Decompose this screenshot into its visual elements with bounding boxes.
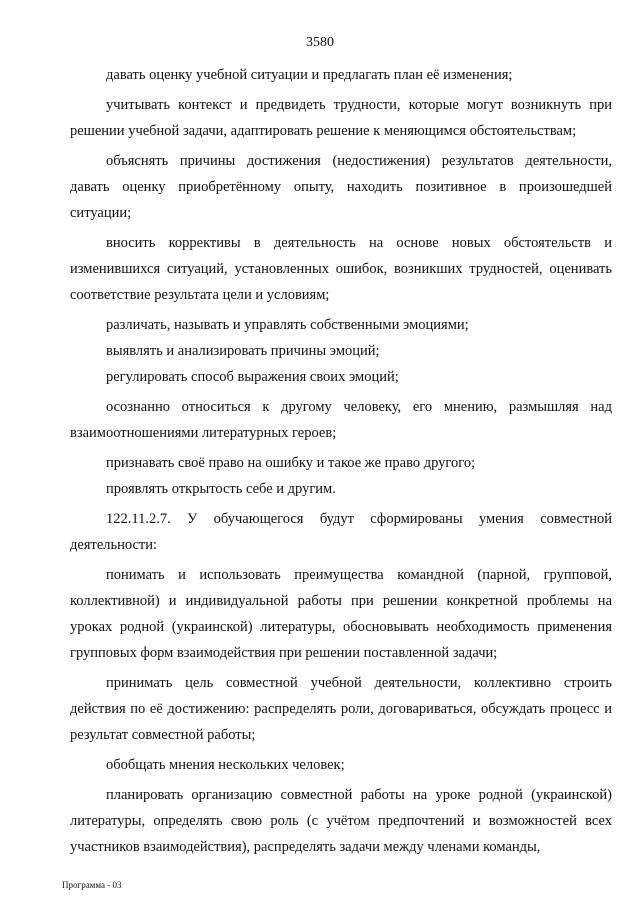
paragraph: выявлять и анализировать причины эмоций;	[106, 343, 380, 359]
paragraph: различать, называть и управлять собственными эмоциями;	[106, 317, 469, 333]
paragraph: учитывать контекст и предвидеть трудности, которые могут возникнуть при решении учебной задачи, адаптировать решение к меняющимся обстоятельствам;	[70, 97, 612, 139]
paragraph: понимать и использовать преимущества командной (парной, групповой, коллективной) и индивидуальной работы при решении конкретной проблемы на уроках родной (украинской) литературы, обосновывать необходимость применения групповых форм взаимодействия при решении поставленной задачи;	[70, 567, 612, 661]
footer-label: Программа - 03	[62, 880, 122, 890]
paragraph: проявлять открытость себе и другим.	[106, 481, 336, 497]
page-number: 3580	[306, 35, 334, 50]
section-heading-paragraph: 122.11.2.7. У обучающегося будут сформированы умения совместной деятельности:	[70, 511, 612, 553]
paragraph: осознанно относиться к другому человеку, его мнению, размышляя над взаимоотношениями литературных героев;	[70, 399, 612, 441]
page-body	[70, 62, 612, 864]
paragraph: вносить коррективы в деятельность на основе новых обстоятельств и изменившихся ситуаций, установленных ошибок, возникших трудностей, оценивать соответствие результата цели и условиям;	[70, 235, 612, 303]
paragraph: регулировать способ выражения своих эмоций;	[106, 369, 399, 385]
paragraph: принимать цель совместной учебной деятельности, коллективно строить действия по её достижению: распределять роли, договариваться, обсуждать процесс и результат совместной работы;	[70, 675, 612, 743]
paragraph: объяснять причины достижения (недостижения) результатов деятельности, давать оценку приобретённому опыту, находить позитивное в произошедшей ситуации;	[70, 153, 612, 221]
paragraph: признавать своё право на ошибку и такое же право другого;	[106, 455, 476, 471]
paragraph: планировать организацию совместной работы на уроке родной (украинской) литературы, определять свою роль (с учётом предпочтений и возможностей всех участников взаимодействия), распределять задачи между членами команды,	[70, 787, 612, 855]
paragraph: давать оценку учебной ситуации и предлагать план её изменения;	[106, 67, 513, 83]
paragraph: обобщать мнения нескольких человек;	[106, 757, 345, 773]
